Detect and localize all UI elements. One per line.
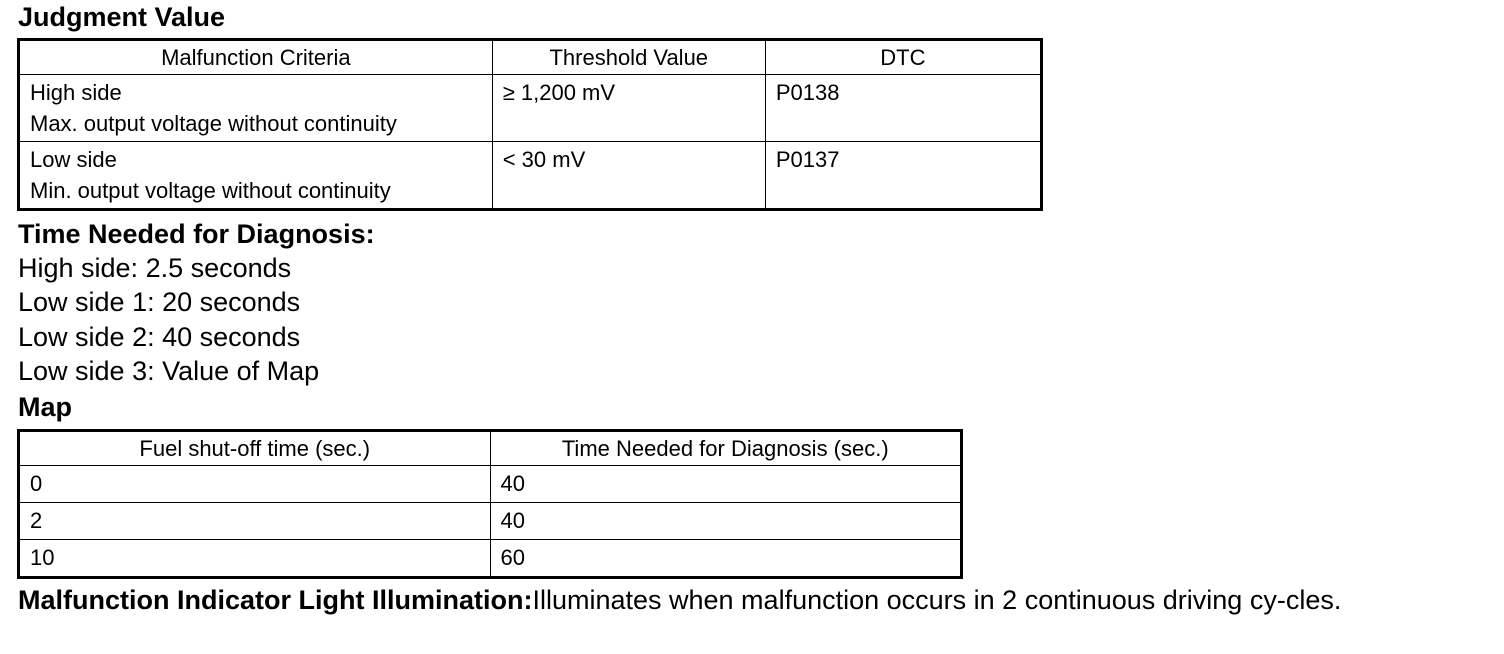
judgment-value-table [17, 38, 1043, 211]
column-header-fuel-shut-off-time: Fuel shut-off time (sec.) [19, 431, 491, 466]
time-needed-cell: 60 [490, 540, 962, 578]
threshold-cell: ≥ 1,200 mV [492, 75, 765, 142]
dtc-cell: P0137 [765, 142, 1041, 210]
criteria-cell [19, 75, 493, 142]
table-row [19, 503, 962, 540]
judgment-value-heading: Judgment Value [18, 2, 226, 32]
diagnosis-time-heading: Time Needed for Diagnosis: [18, 219, 375, 249]
table-row [19, 142, 1042, 210]
dtc-cell: P0138 [765, 75, 1041, 142]
map-heading: Map [18, 392, 72, 422]
diagnosis-time-line: Low side 2: 40 seconds [18, 322, 301, 352]
criteria-sub: Min. output voltage without continuity [30, 178, 391, 203]
criteria-main: Low side [30, 147, 117, 172]
column-header-dtc: DTC [765, 40, 1041, 75]
diagnosis-time-line: Low side 3: Value of Map [18, 356, 320, 386]
column-header-threshold-value: Threshold Value [492, 40, 765, 75]
column-header-malfunction-criteria: Malfunction Criteria [19, 40, 493, 75]
mil-illumination-paragraph [18, 584, 1468, 616]
table-row [19, 466, 962, 503]
fuel-shut-off-cell: 10 [19, 540, 491, 578]
diagnosis-time-line: High side: 2.5 seconds [18, 253, 292, 283]
map-table [17, 429, 963, 579]
diagnosis-time-line: Low side 1: 20 seconds [18, 287, 301, 317]
threshold-cell: < 30 mV [492, 142, 765, 210]
time-needed-cell: 40 [490, 466, 962, 503]
criteria-sub: Max. output voltage without continuity [30, 111, 397, 136]
table-header-row [19, 40, 1042, 75]
fuel-shut-off-cell: 2 [19, 503, 491, 540]
criteria-main: High side [30, 80, 122, 105]
criteria-cell [19, 142, 493, 210]
table-row [19, 75, 1042, 142]
table-row [19, 540, 962, 578]
time-needed-cell: 40 [490, 503, 962, 540]
mil-text: Illuminates when malfunction occurs in 2 continuous driving cy-cles. [532, 585, 1342, 615]
mil-title: Malfunction Indicator Light Illumination: [18, 585, 533, 615]
table-header-row [19, 431, 962, 466]
fuel-shut-off-cell: 0 [19, 466, 491, 503]
column-header-time-needed: Time Needed for Diagnosis (sec.) [490, 431, 962, 466]
